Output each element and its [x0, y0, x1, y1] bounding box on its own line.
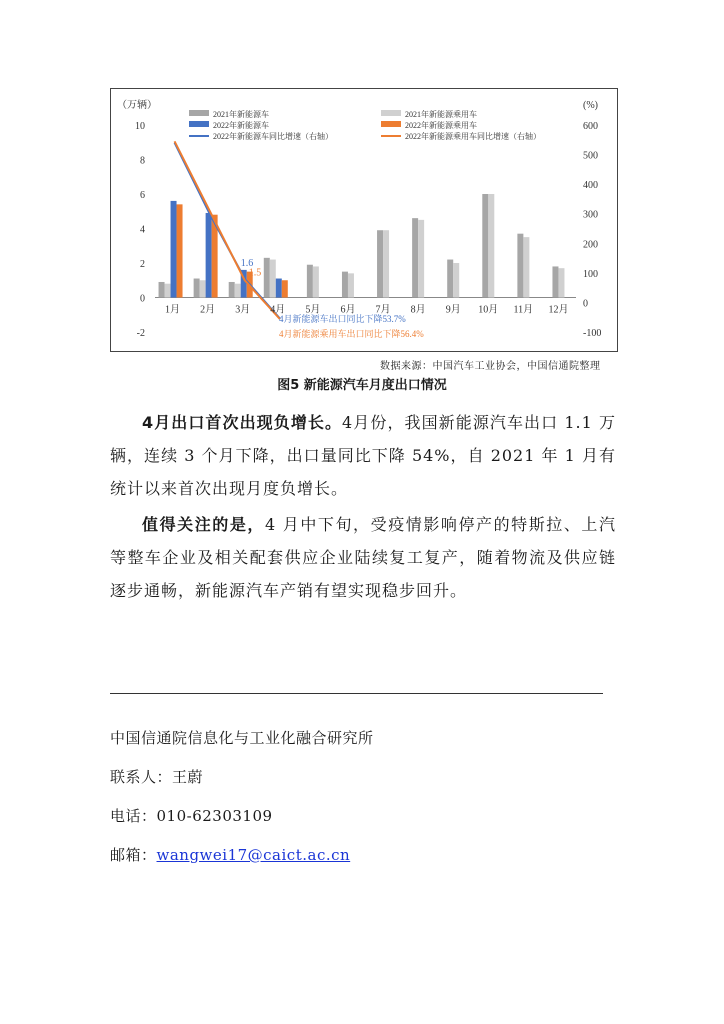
x-tick-label: 6月 [340, 304, 356, 316]
bar-2-11月 [523, 237, 529, 297]
bar-2-3月 [235, 284, 241, 298]
legend-swatch [189, 121, 209, 127]
footer-org: 中国信通院信息化与工业化融合研究所 [110, 729, 374, 747]
x-tick-label: 11月 [513, 304, 534, 316]
right-tick-label: 300 [583, 209, 598, 221]
left-tick-label: 0 [140, 293, 145, 305]
left-tick-label: 8 [140, 155, 145, 167]
bar-1-1月 [159, 282, 165, 298]
x-tick-label: 4月 [270, 304, 286, 316]
footer-contact [110, 766, 203, 787]
contact-label: 联系人： [110, 768, 173, 786]
left-tick-label: 6 [140, 190, 145, 201]
data-label-blue: 1.6 [240, 257, 254, 269]
bar-1-7月 [377, 230, 383, 297]
phone-number: 010-62303109 [156, 807, 273, 825]
bar-2-9月 [453, 263, 459, 298]
legend-label: 2021年新能源乘用车 [405, 110, 477, 119]
bar-1-3月 [229, 282, 235, 298]
email-link[interactable]: wangwei17@caict.ac.cn [156, 846, 351, 864]
paragraph-1-text: 4月份，我国新能源汽车出口 1.1 万辆，连续 3 个月下降，出口量同比下降 54%，自 2021 年 1 月有统计以来首次出现月度负增长。 [110, 413, 616, 498]
left-tick-label: -2 [136, 328, 145, 339]
bar-2-6月 [348, 273, 354, 297]
bar-1-4月 [264, 258, 270, 298]
legend-label: 2022年新能源乘用车 [405, 121, 477, 130]
legend-swatch [381, 121, 401, 127]
x-tick-label: 8月 [410, 304, 426, 316]
bar-2-4月 [270, 260, 276, 298]
source-note: 数据来源：中国汽车工业协会，中国信通院整理 [380, 361, 601, 372]
x-tick-label: 1月 [165, 304, 181, 316]
bar-1-11月 [517, 234, 523, 298]
legend-label: 2022年新能源乘用车同比增速（右轴） [405, 132, 541, 141]
footer-phone [110, 805, 273, 826]
legend-swatch [189, 110, 209, 116]
bar-1-12月 [552, 266, 558, 297]
bar-1-2月 [194, 279, 200, 298]
footer-email [110, 844, 350, 865]
legend-label: 2021年新能源车 [213, 110, 269, 119]
email-label: 邮箱： [110, 846, 157, 864]
bar-1-10月 [482, 194, 488, 298]
bar-1-9月 [447, 260, 453, 298]
right-tick-label: 600 [583, 121, 598, 132]
legend-swatch [381, 110, 401, 116]
left-tick-label: 10 [135, 121, 145, 132]
monthly-export-chart [111, 89, 619, 353]
data-label-orange: 1.5 [248, 267, 262, 279]
legend-label: 2022年新能源车 [213, 121, 269, 130]
left-tick-label: 2 [140, 259, 145, 270]
right-tick-label: 500 [583, 150, 598, 162]
paragraph-2-text: 4 月中下旬，受疫情影响停产的特斯拉、上汽等整车企业及相关配套供应企业陆续复工复产，随着物流及供应链逐步通畅，新能源汽车产销有望实现稳步回升。 [110, 515, 616, 600]
right-tick-label: -100 [583, 328, 602, 339]
x-tick-label: 9月 [445, 304, 461, 316]
paragraph-1-bold: 4月出口首次出现负增长。 [142, 413, 343, 432]
x-tick-label: 2月 [200, 304, 216, 316]
bar-2-8月 [418, 220, 424, 298]
bar-3-1月 [171, 201, 177, 298]
x-tick-label: 12月 [548, 304, 569, 316]
right-tick-label: 400 [583, 180, 598, 192]
bar-2-2月 [200, 280, 206, 297]
legend-label: 2022年新能源车同比增速（右轴） [213, 132, 333, 141]
left-tick-label: 4 [140, 224, 145, 236]
bar-1-5月 [307, 265, 313, 298]
right-axis-unit: (%) [583, 100, 598, 111]
paragraph-2-bold: 值得关注的是， [142, 515, 265, 534]
contact-name: 王蔚 [172, 768, 204, 786]
chart-frame [110, 88, 618, 352]
right-tick-label: 200 [583, 239, 598, 251]
left-axis-unit: （万辆） [117, 100, 157, 111]
bar-1-6月 [342, 272, 348, 298]
bar-4-1月 [177, 204, 183, 297]
paragraph-1 [110, 406, 616, 505]
x-tick-label: 3月 [235, 304, 251, 316]
bar-2-1月 [165, 284, 171, 298]
x-tick-label: 7月 [375, 304, 391, 316]
right-tick-label: 0 [583, 298, 588, 310]
x-tick-label: 5月 [305, 304, 321, 316]
bar-2-12月 [558, 268, 564, 297]
annotation-orange: 4月新能源乘用车出口同比下降56.4% [279, 329, 424, 339]
bar-2-5月 [313, 266, 319, 297]
bar-2-10月 [488, 194, 494, 298]
bar-3-4月 [276, 279, 282, 298]
x-tick-label: 10月 [478, 304, 499, 316]
phone-label: 电话： [110, 807, 157, 825]
figure-caption: 图5 新能源汽车月度出口情况 [277, 378, 447, 393]
right-tick-label: 100 [583, 268, 598, 280]
bar-4-4月 [282, 280, 288, 297]
paragraph-2 [110, 508, 616, 607]
bar-3-2月 [206, 213, 212, 298]
annotation-blue: 4月新能源车出口同比下降53.7% [279, 314, 406, 324]
bar-2-7月 [383, 230, 389, 297]
divider-line [110, 693, 603, 694]
bar-1-8月 [412, 218, 418, 297]
